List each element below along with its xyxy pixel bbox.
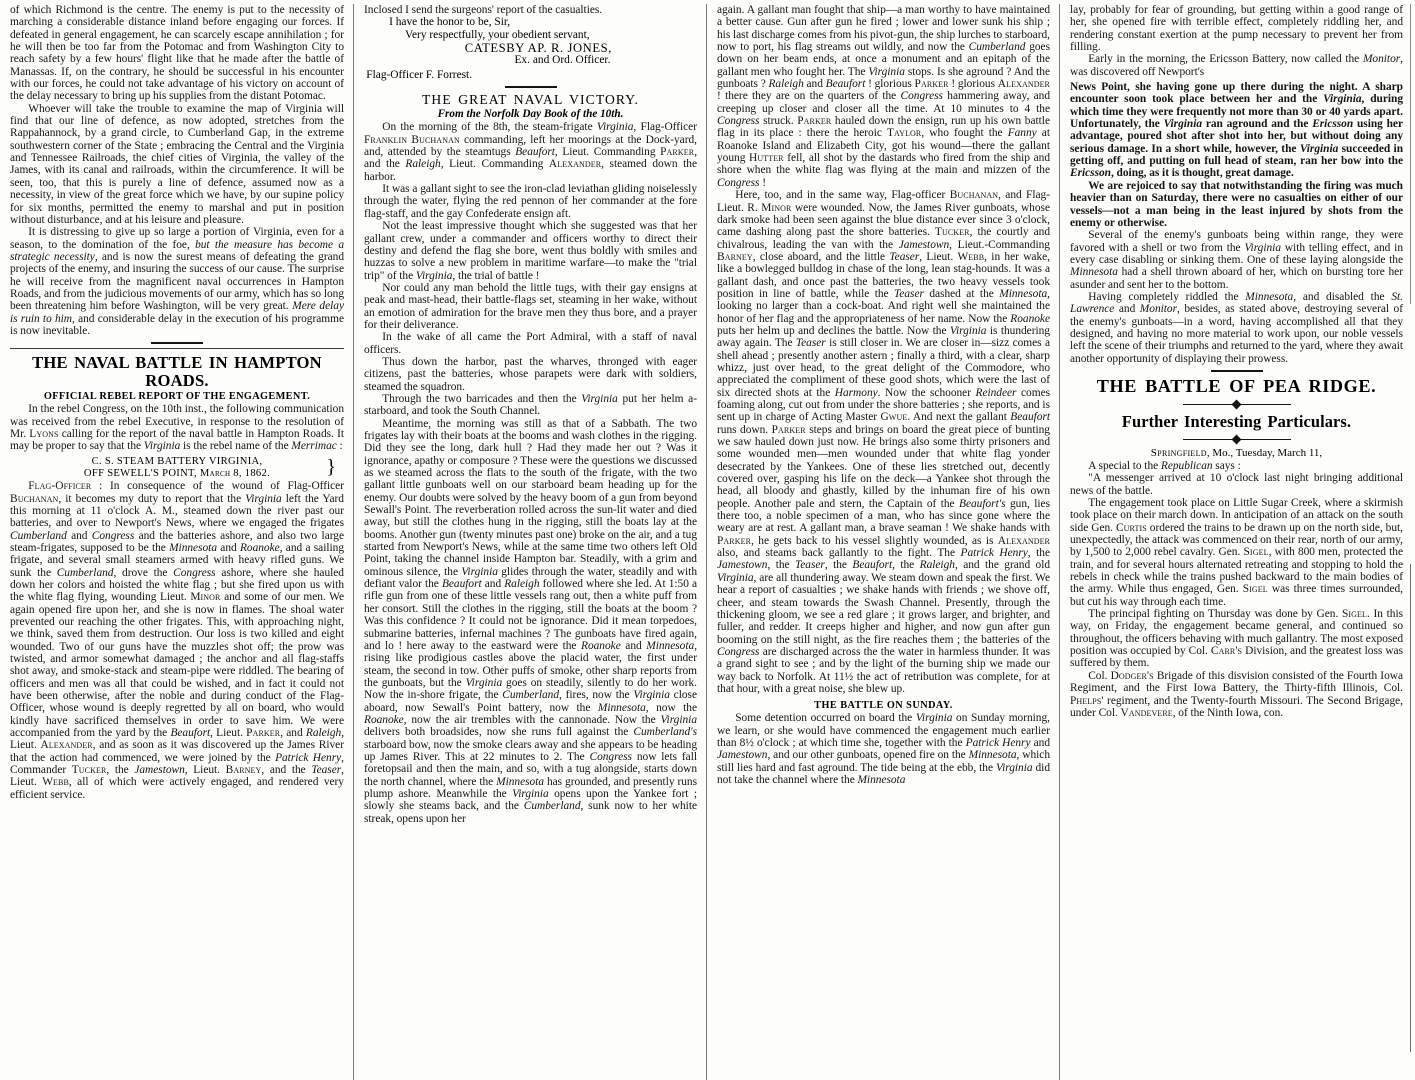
headline-great-naval-victory: THE GREAT NAVAL VICTORY. (422, 92, 639, 108)
article-paragraph: Not the least impressive thought which she suggested was that her gallant crew, under a commander and officers worthy to direct their destiny and defend the flag she bore, went thus boldly with smiles and huzzas to solve a new problem in maritime warfare—to make the "trial trip" of the Virginia, the trial of battle ! (364, 220, 697, 282)
article-paragraph: Here, too, and in the same way, Flag-officer Buchanan, and Flag-Lieut. R. Minor were wounded. Now, the James River gunboats, whose dark smoke had been seen against the blue distance ever since 3 o'clock, came dashing along past the shore batteries. Tucker, the courtly and chivalrous, leading the van with the Jamestown, Lieut.-Commanding Barney, close aboard, and the little Teaser, Lieut. Webb, in her wake, like a bowlegged bulldog in chase of the long, lean stag-hounds. It was a gallant dash, and once past the batteries, the two heavy vessels took position in line of battle, while the Teaser dashed at the Minnesota, looking no larger than a cock-boat. And right well she maintained the honor of her flag and the appropriateness of her name. Now the Roanoke puts her helm up and declines the battle. Now the Virginia is thundering away again. The Teaser is still closer in. We are closer in—sizz comes a shell ahead ; presently another astern ; finally a third, with a clear, sharp whizz, just over head, to the great delight of the Commodore, who appreciated the compliment of these good shots, which were the last of six directed shots at the Harmony. Now the schooner Reindeer comes foaming along, cut out from under the shore batteries ; she reports, and is sent up in charge of Acting Master Gwue. And next the gallant Beaufort runs down. Parker steps and brings on board the great piece of bunting we saw hauled down just now. He brings also some thirty prisoners and some wounded men—men wounded under that white flag yonder desecrated by the Yankees. One of these lies stretched out, decently covered over, gasping his life on the deck—a Yankee shot through the head, all bloody and ghastly, killed by the inhuman fire of his own people. Another pale and stern, the Captain of the Beaufort's gun, lies there too, a noble specimen of a man, who has since gone where the weary are at rest. A gallant man, a brave seaman ! We shake hands with Parker, he gets back to his vessel slightly wounded, as is Alexander also, and steams back gallantly to the fight. The Patrick Henry, the Jamestown, the Teaser, the Beaufort, the Raleigh, and the grand old Virginia, are all thundering away. We steam down and speak the first. We hear a report of casualties ; we shake hands with friends ; we shove off, cheer, and steam towards the Swash Channel. Presently, through the thickening gloom, we see a red glare ; it grows larger, and brighter, and fuller, and redder. It creeps higher and higher, and now gun after gun booming on the still night, as the fire reaches them ; the batteries of the Congress are discharged across the the water in harmless thunder. It was a grand sight to see ; and by the light of the burning ship we made our way back to Norfolk. At 11½ the act of retribution was complete, for at that hour, with a great noise, she blew up. (717, 189, 1051, 695)
article-paragraph: Through the two barricades and then the Virginia put her helm a-starboard, and took the South Channel. (364, 392, 697, 418)
source-credit: From the Norfolk Day Book of the 10th. (437, 107, 624, 120)
article-paragraph: Early in the morning, the Ericsson Battery, now called the Monitor, was discovered off Newport's (1070, 53, 1403, 78)
subhead-battle-on-sunday: THE BATTLE ON SUNDAY. (814, 700, 953, 712)
letter-signature-title: Ex. and Ord. Officer. (514, 54, 611, 67)
article-paragraph: It is distressing to give up so large a portion of Virginia, even for a season, to the domination of the foe, but the measure has become a strategic necessity, and is now the surest means of defeating the grand projects of the enemy, and insuring the success of our cause. The surprise he will receive from the magnificent naval occurrences in Hampton Roads, and from the judicious movements of our army, which has so long been threatening him before Washington, will be very great. Mere delay is ruin to him, and considerable delay in the execution of his programme is now inevitable. (10, 226, 345, 337)
letter-closing-line: Very respectfully, your obedient servant, (405, 28, 590, 41)
article-paragraph: A special to the Republican says : (1088, 459, 1241, 472)
article-paragraph: The principal fighting on Thursday was done by Gen. Sigel. In this way, on Friday, the engagement became general, and continued so throughout, the officers behaving with much gallantry. The most exposed position was occupied by Col. Carr's Division, and the greatest loss was suffered by them. (1070, 608, 1404, 670)
article-paragraph: lay, probably for fear of grounding, but getting within a good range of her, she opened fire with terrible effect, completely riddling her, and rendering constant exertion at the pump necessary to prevent her from filling. (1070, 4, 1403, 54)
address-line: C. S. STEAM BATTERY VIRGINIA, (91, 455, 263, 467)
page-edge-rule (1410, 564, 1411, 1052)
article-paragraph: Whoever will take the trouble to examine the map of Virginia will find that our line of defence, as now adopted, stretches from the Rappahannock, by a grand circle, to Cumberland Gap, in the extreme southwestern corner of the State ; embracing the Central and the Virginia and Tennessee Railroads, the chief cities of Virginia, the valley of the James, with its canal and railroads, within the circumference. It will be seen, too, that this is purely a line of defence, assumed now as a necessity, in view of the great force which we have, by our supine policy for six months, permitted the enemy to marshal and put in position without disturbance, and at his leisure and pleasure. (10, 102, 344, 226)
article-paragraph: Having completely riddled the Minnesota, and disabled the St. Lawrence and Monitor, besides, as stated above, destroying several of the enemy's gunboats—in a word, having accomplished all that they designed, and having no more material to work upon, our noble vessels left the scene of their triumphs and returned to the yard, where they await another opportunity of displaying their prowess. (1070, 290, 1404, 365)
article-paragraph: Nor could any man behold the little tugs, with their gay ensigns at peak and mast-head, their battle-flags set, steaming in her wake, without an emotion of admiration for the brave men they thus bore, and a prayer for their deliverance. (364, 281, 697, 331)
article-paragraph-bold: We are rejoiced to say that notwithstanding the firing was much heavier than on Saturday, there were no casualties on either of our vessels—not a man being in the least injured by shots from the enemy or otherwise. (1070, 179, 1403, 229)
article-paragraph: Inclosed I send the surgeons' report of the casualties. (364, 4, 603, 16)
letter-signature: CATESBY AP. R. JONES, (464, 40, 612, 55)
article-paragraph: of which Richmond is the centre. The enemy is put to the necessity of marching a considerable distance inland before engaging our forces. If defeated in general engagement, he can scarcely escape annihilation ; for he will then be too far from the Potomac and from Washington City to reach safety by a few hours' flight like that he made after the battle of Manassas. If, on the contrary, he should be successful in his encounter with our forces, he could not take advantage of his victory on account of the delay necessary to bring up his supplies from the distant Potomac. (10, 4, 344, 103)
letter-address-block (10, 456, 344, 480)
article-paragraph: On the morning of the 8th, the steam-frigate Virginia, Flag-Officer Franklin Buchanan commanding, left her moorings at the Dock-yard, and, attended by the steamtugs Beaufort, Lieut. Commanding Parker, and the Raleigh, Lieut. Commanding Alexander, steamed down the harbor. (364, 121, 698, 183)
ornament-divider (1183, 436, 1291, 443)
article-paragraph: again. A gallant man fought that ship—a man worthy to have maintained a better cause. Gun after gun he fired ; lower and lower sunk his ship ; his last discharge comes from his pivot-gun, the ship lurches to starboard, now to port, his flag streams out wildly, and now the Cumberland goes down on her beam ends, at once a monument and an epitaph of the gallant men who fought her. The Virginia stops. Is she aground ? And the gunboats ? Raleigh and Beaufort ! glorious Parker ! glorious Alexander ! there they are on the quarters of the Congress hammering away, and creeping up closer and closer all the time. At 10 minutes to 4 the Congress struck. Parker hauled down the ensign, run up his own battle flag in its place : there the heroic Taylor, who fought the Fanny at Roanoke Island and Elizabeth City, got his wound—there the gallant young Hutter fell, all shot by the dastards who fired from the ship and shore when the white flag was flying at the main and mizzen of the Congress ! (717, 4, 1050, 189)
subheadline-further-particulars: Further Interesting Particulars. (1121, 411, 1352, 431)
address-line: OFF SEWELL'S POINT, March 8, 1862. (83, 467, 271, 479)
headline-naval-battle: THE NAVAL BATTLE IN HAMPTON ROADS. (32, 353, 322, 391)
newspaper-column-2 (353, 4, 706, 1080)
divider-rule (151, 342, 203, 344)
article-paragraph-bold: News Point, she having gone up there during the night. A sharp encounter soon took place between her and the Virginia, during which time they were frequently not more than 30 or 40 yards apart. Unfortunately, the Virginia ran aground and the Ericsson using her advantage, poured shot after shot into her, but without doing any serious damage. In a short while, however, the Virginia succeeded in getting off, and putting on full head of steam, ran her bow into the Ericsson, doing, as it is thought, great damage. (1070, 81, 1404, 180)
article-paragraph: "A messenger arrived at 10 o'clock last night bringing additional news of the battle. (1070, 472, 1403, 497)
letter-recipient: Flag-Officer F. Forrest. (366, 68, 473, 81)
newspaper-column-3 (706, 4, 1059, 1080)
article-paragraph: Flag-Officer : In consequence of the wound of Flag-Officer Buchanan, it becomes my duty to report that the Virginia left the Yard this morning at 11 o'clock A. M., steamed down the river past our batteries, and over to Newport's News, where we engaged the frigates Cumberland and Congress and the batteries ashore, and also two large steam-frigates, supposed to be the Minnesota and Roanoke, and a sailing frigate, and several small steamers armed with heavy rifled guns. We sunk the Cumberland, drove the Congress ashore, where she hauled down her colors and hoisted the white flag ; but she fired upon us with the white flag flying, wounding Lieut. Minor and some of our men. We again opened fire upon her, and she is now in flames. The shoal water prevented our reaching the other frigates. This, with approaching night, we think, saved them from destruction. Our loss is two killed and eight wounded. Two of our guns have the muzzles shot off; the prow was twisted, and armor somewhat damaged ; the anchor and all flag-staffs shot away, and smoke-stack and steam-pipe were riddled. The bearing of officers and men was all that could be wished, and in fact it could not have been otherwise, after the noble and during conduct of the Flag-Officer, whose wound is deeply regretted by all on board, who would kindly have sacrificed themselves in order to save him. We were accompanied from the yard by the Beaufort, Lieut. Parker, and Raleigh, Lieut. Alexander, and as soon as it was discovered up the James River that the action had commenced, we were joined by the Patrick Henry, Commander Tucker, the Jamestown, Lieut. Barney, and the Teaser, Lieut. Webb, all of which were actively engaged, and rendered very efficient service. (10, 480, 345, 801)
divider-rule (505, 86, 557, 88)
article-paragraph: Col. Dodger's Brigade of this disvision consisted of the Fourth Iowa Regiment, and the First Iowa Battery, the Thirty-fifth Illinois, Col. Phelps' regiment, and the Twenty-fourth Missouri. The Second Brigage, under Col. Vandevere, of the Ninth Iowa, con. (1070, 669, 1403, 719)
article-paragraph: Several of the enemy's gunboats being within range, they were favored with a shell or two from the Virginia with telling effect, and in every case disabling or sinking them. One of these laying alongside the Minnesota had a shell thrown aboard of her, which on bursting tore her asunder and sent her to the bottom. (1070, 229, 1404, 291)
page-edge-rule (1410, 4, 1411, 304)
article-paragraph: In the rebel Congress, on the 10th inst., the following communication was received from the rebel Executive, in response to the resolution of Mr. Lyons calling for the report of the naval battle in Hampton Roads. It may be proper to say that the Virginia is the rebel name of the Merrimac : (10, 403, 344, 453)
article-paragraph: It was a gallant sight to see the iron-clad leviathan gliding noiselessly through the water, flying the red pennon of her commander at the fore flag-staff, and the gay Confederate ensign aft. (364, 183, 697, 220)
article-paragraph: Thus down the harbor, past the wharves, thronged with eager citizens, past the batteries, whose parapets were dark with soldiers, steamed the squadron. (364, 355, 697, 393)
divider-rule (1211, 370, 1263, 372)
article-paragraph: Some detention occurred on board the Virginia on Sunday morning, we learn, or she would have commenced the engagement much earlier than 8½ o'clock ; at which time she, together with the Patrick Henry and Jamestown, and our other gunboats, opened fire on the Minnesota, which still lies hard and fast aground. The tide being at the ebb, the Virginia did not take the channel where the Minnesota (717, 712, 1051, 786)
ornament-divider (1183, 401, 1291, 408)
article-paragraph: Meantime, the morning was still as that of a Sabbath. The two frigates lay with their boats at the booms and wash clothes in the rigging. Did they see the long, dark hull ? Had they made her out ? Was it ignorance, apathy or composure ? These were the questions we discussed as we steamed across the flats to the south of the frigate, with the two gallant little gunboats well on our starboard beam heading up for the enemy. Our doubts were solved by the heavy boom of a gun from beyond Sewall's Point. The reverberation rolled across the sun-lit water and died away, but still the clothes hung in the rigging, still the boats lay at the booms. Another gun (twenty minutes past one) broke on the air, and a tug started from Newport's News, while at the same time two others left Old Point, taking the channel inside Hampton bar. Steadily, with a grim and ominous silence, the Virginia glides through the water, steadily and with defiant valor the Beaufort and Raleigh followed where she led. At 1:50 a rifle gun from one of these little vessels rang out, then a white puff from her consort. Still the clothes in the rigging, still the boats at the boom ? Was this confidence ? It could not be ignorance. Did it mean torpedoes, submarine batteries, infernal machines ? The gunboats have fired again, and lo ! here away to the eastward were the Roanoke and Minnesota, rising like prodigious castles above the placid water, the first under steam, the second in tow. Other puffs of smoke, other sharp reports from the gunboats, but the Virginia goes on steadily, silently to do her work. Now the in-shore frigate, the Cumberland, fires, now the Virginia close aboard, now Sewall's Point battery, now the Minnesota, now the Roanoke, now the air trembles with the cannonade. Now the Virginia delivers both broadsides, now she runs full against the Cumberland's starboard bow, now the smoke clears away and she appears to be heading up James River. This at 22 minutes to 2. The Congress now lets fall foretopsail and then the main, and so, with a tug alongside, starts down the north channel, where the Minnesota has grounded, and presently runs plump ashore. Meanwhile the Virginia opens upon the Yankee fort ; slowly she steams back, and the Cumberland, sunk now to her white streak, opens upon her (364, 417, 698, 825)
newspaper-column-4 (1059, 4, 1412, 1080)
article-paragraph: The engagement took place on Little Sugar Creek, where a skirmish took place on their march down. In anticipation of an attack on the south side Gen. Curtis ordered the trains to be drawn up on the north side, but, unexpectedly, the attack was commenced on their rear, north of our army, by 1,500 to 2,000 rebel cavalry. Gen. Sigel, with 800 men, protected the train, and for several hours alternated retreating and stopping to hold the rebels in check while the trains pushed backward to the main bodies of the army. While thus engaged, Gen. Sigel was three times surrounded, but cut his way through each time. (1070, 497, 1404, 608)
newspaper-column-1 (0, 4, 353, 1080)
headline-pea-ridge: THE BATTLE OF PEA RIDGE. (1096, 375, 1377, 396)
divider-rule (10, 348, 344, 349)
brace-glyph: } (326, 455, 336, 478)
dateline: Springfield, Mo., Tuesday, March 11, (1150, 446, 1323, 459)
article-paragraph: In the wake of all came the Port Admiral, with a staff of naval officers. (364, 331, 697, 356)
letter-closing-line: I have the honor to be, Sir, (389, 16, 511, 29)
subhead-official-report: OFFICIAL REBEL REPORT OF THE ENGAGEMENT. (43, 391, 311, 403)
